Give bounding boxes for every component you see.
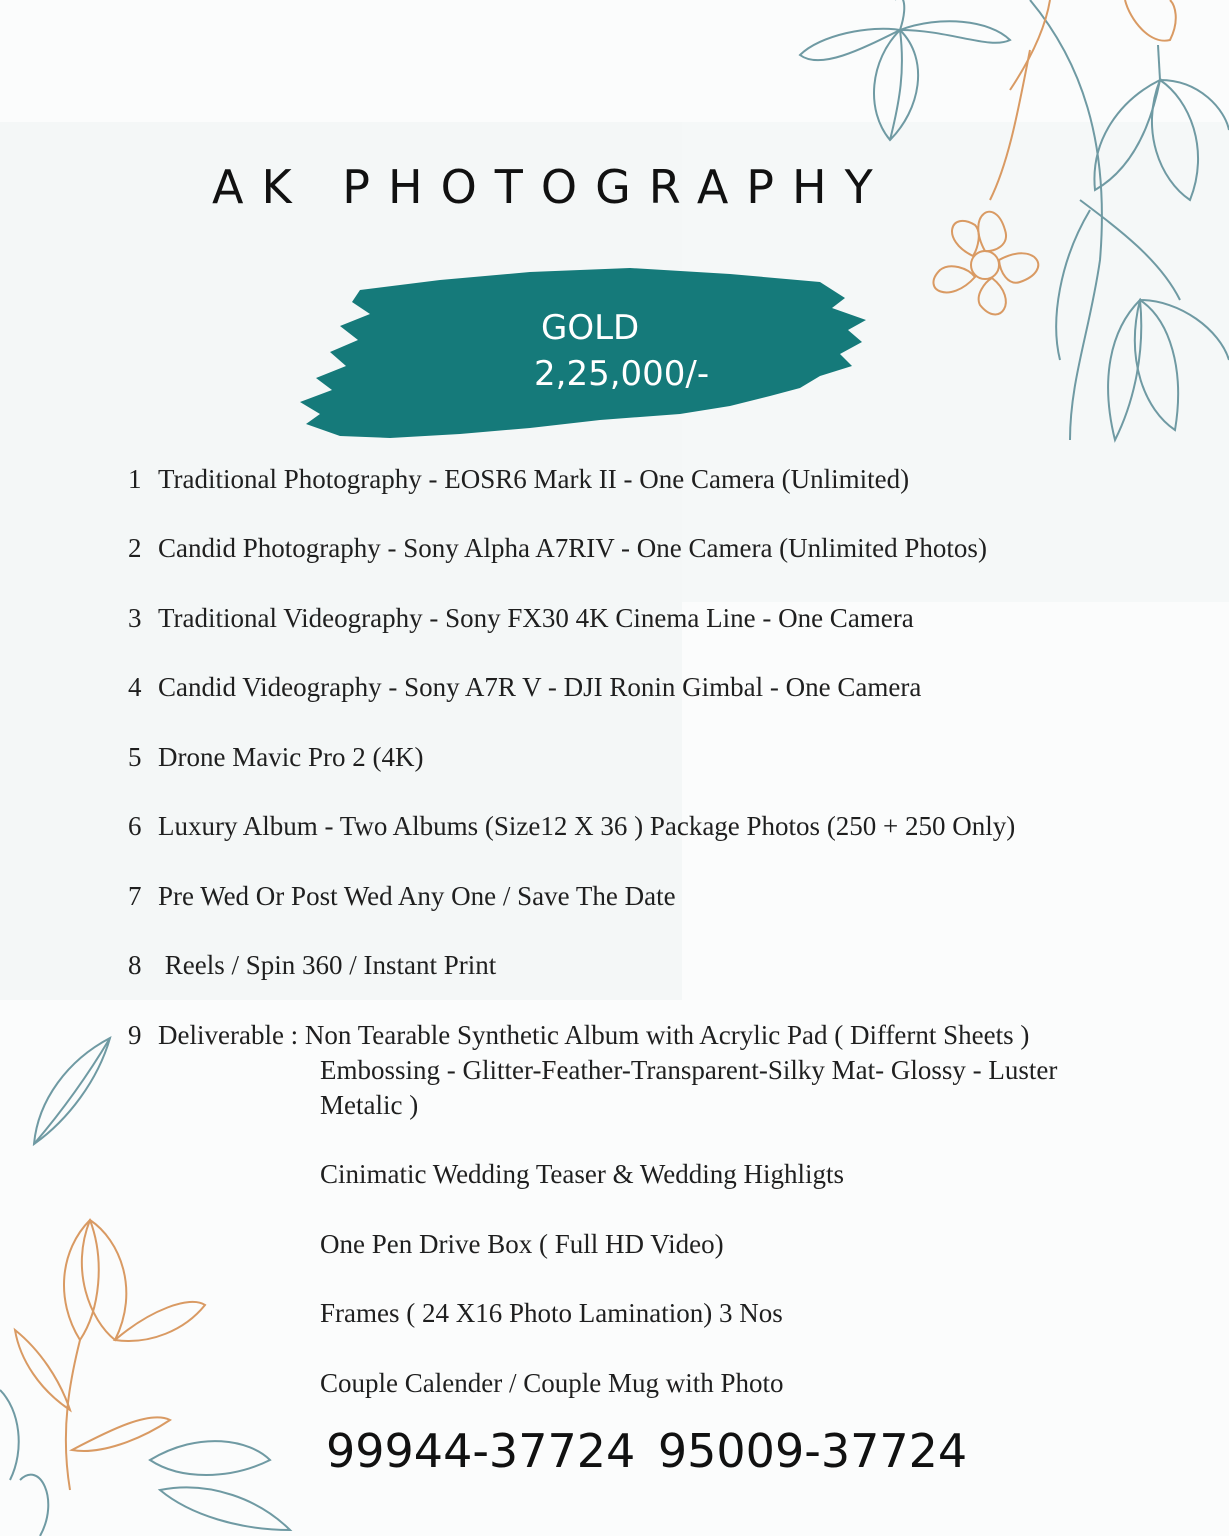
list-item	[128, 464, 909, 495]
item-number: 5	[128, 742, 142, 772]
list-item	[128, 742, 423, 773]
package-price: 2,25,000/-	[534, 354, 710, 394]
deliverable-line: Embossing - Glitter-Feather-Transparent-Silky Mat- Glossy - Luster	[320, 1055, 1058, 1085]
list-item	[128, 950, 496, 981]
contact-phone-numbers: 99944-37724 95009-37724	[326, 1424, 968, 1478]
item-number: 4	[128, 672, 142, 702]
item-number: 6	[128, 811, 142, 841]
item-text: Traditional Videography - Sony FX30 4K Cinema Line - One Camera	[158, 603, 914, 633]
list-item	[128, 881, 676, 912]
item-text: Drone Mavic Pro 2 (4K)	[158, 742, 424, 772]
floral-decoration-bottom-left	[0, 1210, 300, 1536]
deliverable-line: Couple Calender / Couple Mug with Photo	[320, 1368, 784, 1398]
list-item	[128, 672, 921, 703]
item-text: Deliverable : Non Tearable Synthetic Album with Acrylic Pad ( Differnt Sheets )	[158, 1020, 1030, 1050]
item-text: Luxury Album - Two Albums (Size12 X 36 ) Package Photos (250 + 250 Only)	[158, 811, 1016, 841]
item-number: 1	[128, 464, 142, 494]
item-text: Candid Photography - Sony Alpha A7RIV - One Camera (Unlimited Photos)	[158, 533, 987, 563]
item-number: 7	[128, 881, 142, 911]
list-item	[128, 811, 1015, 842]
item-text: Pre Wed Or Post Wed Any One / Save The Date	[158, 881, 676, 911]
item-text: Traditional Photography - EOSR6 Mark II - One Camera (Unlimited)	[158, 464, 910, 494]
package-name: GOLD	[541, 308, 640, 348]
leaf-decoration-left	[28, 1030, 118, 1150]
item-text: Candid Videography - Sony A7R V - DJI Ronin Gimbal - One Camera	[158, 672, 922, 702]
list-item	[128, 533, 987, 564]
item-number: 2	[128, 533, 142, 563]
deliverable-line: Cinimatic Wedding Teaser & Wedding Highligts	[320, 1159, 844, 1189]
item-number: 3	[128, 603, 142, 633]
item-number: 9	[128, 1020, 142, 1050]
item-text: Reels / Spin 360 / Instant Print	[158, 950, 497, 980]
deliverable-line: One Pen Drive Box ( Full HD Video)	[320, 1229, 724, 1259]
page-title: AK PHOTOGRAPHY	[212, 160, 891, 214]
deliverable-line: Frames ( 24 X16 Photo Lamination) 3 Nos	[320, 1298, 783, 1328]
list-item	[128, 1020, 1029, 1051]
list-item	[128, 603, 914, 634]
item-number: 8	[128, 950, 142, 980]
deliverable-line: Metalic )	[320, 1090, 419, 1120]
